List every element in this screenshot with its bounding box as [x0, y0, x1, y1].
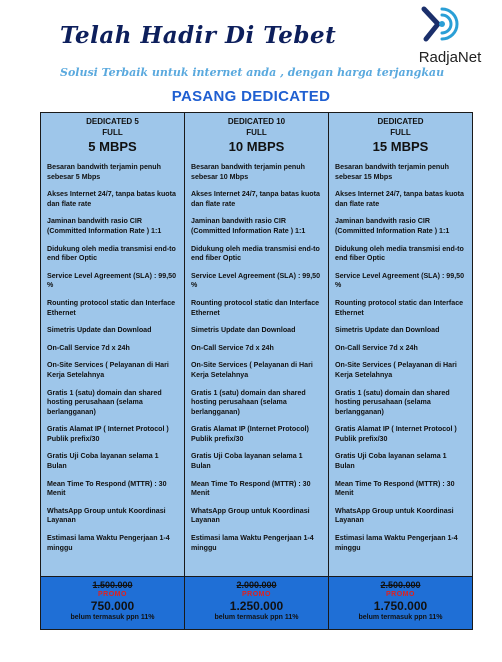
feature-item: Simetris Update dan Download	[191, 326, 296, 335]
feature-item: Akses Internet 24/7, tanpa batas kuota dan flate rate	[47, 190, 176, 208]
feature-item: Estimasi lama Waktu Pengerjaan 1-4 minggu	[191, 534, 314, 552]
promo-price: 1.750.000	[373, 599, 428, 613]
plan-column-dedicated-5	[41, 113, 185, 629]
promo-label: PROMO	[242, 591, 271, 598]
feature-item: Akses Internet 24/7, tanpa batas kuota dan flate rate	[191, 190, 320, 208]
feature-item: Mean Time To Respond (MTTR) : 30 Menit	[191, 479, 311, 498]
old-price: 2.000.000	[236, 580, 277, 590]
feature-item: Gratis Alamat IP (Internet Protocol) Publik prefix/30	[191, 425, 309, 443]
feature-item: Gratis Alamat IP ( Internet Protocol ) Publik prefix/30	[47, 425, 169, 443]
headline: Telah Hadir Di Tebet	[60, 22, 337, 49]
feature-item: Service Level Agreement (SLA) : 99,50 %	[191, 271, 321, 290]
logo-text: RadjaNet	[418, 49, 482, 66]
plan-name: DEDICATED 5	[86, 117, 139, 126]
plan-column-dedicated-10	[185, 113, 329, 629]
price-box	[41, 576, 184, 629]
feature-item: Jaminan bandwith rasio CIR (Committed Information Rate ) 1:1	[335, 217, 450, 235]
feature-item: WhatsApp Group untuk Koordinasi Layanan	[191, 506, 310, 525]
price-box	[329, 576, 472, 629]
plan-speed: 10 MBPS	[228, 139, 285, 154]
feature-item: Rounting protocol static dan Interface Ethernet	[335, 298, 464, 317]
plan-header	[329, 113, 472, 155]
radjanet-logo-icon	[418, 5, 460, 47]
feature-item: Mean Time To Respond (MTTR) : 30 Menit	[335, 479, 455, 498]
promo-label: PROMO	[98, 591, 127, 598]
feature-item: On-Site Services ( Pelayanan di Hari Kerja Setelahnya	[335, 361, 457, 379]
feature-item: Jaminan bandwith rasio CIR (Committed Information Rate ) 1:1	[47, 217, 162, 235]
feature-item: WhatsApp Group untuk Koordinasi Layanan	[47, 506, 166, 525]
section-title: PASANG DEDICATED	[171, 88, 331, 105]
feature-list	[329, 155, 472, 576]
feature-item: Gratis Uji Coba layanan selama 1 Bulan	[335, 452, 447, 471]
feature-item: Gratis 1 (satu) domain dan shared hosting perusahaan (selama berlangganan)	[191, 388, 306, 416]
feature-item: Simetris Update dan Download	[47, 326, 152, 335]
feature-item: On-Call Service 7d x 24h	[47, 343, 130, 352]
feature-item: Besaran bandwith terjamin penuh sebesar 10 Mbps	[191, 163, 305, 181]
feature-item: Didukung oleh media transmisi end-to end fiber Optic	[335, 244, 464, 263]
pricing-table	[40, 112, 473, 630]
plan-speed: 5 MBPS	[88, 139, 137, 154]
tagline: Solusi Terbaik untuk internet anda , dengan harga terjangkau	[60, 66, 445, 79]
feature-item: Gratis Uji Coba layanan selama 1 Bulan	[47, 452, 159, 471]
feature-item: Besaran bandwith terjamin penuh sebesar 5 Mbps	[47, 163, 161, 181]
feature-item: Estimasi lama Waktu Pengerjaan 1-4 minggu	[335, 534, 458, 552]
feature-item: Rounting protocol static dan Interface Ethernet	[47, 298, 176, 317]
feature-item: On-Site Services ( Pelayanan di Hari Kerja Setelahnya	[191, 361, 313, 379]
feature-item: Didukung oleh media transmisi end-to end fiber Optic	[47, 244, 176, 263]
feature-item: Gratis 1 (satu) domain dan shared hosting perusahaan (selama berlangganan)	[47, 388, 162, 416]
feature-item: Service Level Agreement (SLA) : 99,50 %	[47, 271, 177, 290]
old-price: 2.500.000	[380, 580, 421, 590]
promo-price: 750.000	[90, 599, 135, 613]
plan-name: DEDICATED	[377, 117, 424, 126]
tax-note: belum termasuk ppn 11%	[358, 614, 443, 621]
feature-item: Gratis Alamat IP ( Internet Protocol ) Publik prefix/30	[335, 425, 457, 443]
plan-column-dedicated-15	[329, 113, 472, 629]
tax-note: belum termasuk ppn 11%	[214, 614, 299, 621]
feature-item: On-Site Services ( Pelayanan di Hari Kerja Setelahnya	[47, 361, 169, 379]
feature-list	[185, 155, 328, 576]
price-box	[185, 576, 328, 629]
plan-name: DEDICATED 10	[227, 117, 286, 126]
brand-logo	[405, 5, 495, 69]
feature-item: On-Call Service 7d x 24h	[335, 343, 418, 352]
feature-item: Didukung oleh media transmisi end-to end fiber Optic	[191, 244, 320, 263]
feature-item: Jaminan bandwith rasio CIR (Committed Information Rate ) 1:1	[191, 217, 306, 235]
plan-header	[41, 113, 184, 155]
feature-item: Besaran bandwith terjamin penuh sebesar 15 Mbps	[335, 163, 449, 181]
plan-type: FULL	[390, 128, 411, 137]
feature-item: Gratis Uji Coba layanan selama 1 Bulan	[191, 452, 303, 471]
feature-item: Gratis 1 (satu) domain dan shared hosting perusahaan (selama berlangganan)	[335, 388, 450, 416]
plan-type: FULL	[102, 128, 123, 137]
feature-item: Service Level Agreement (SLA) : 99,50 %	[335, 271, 465, 290]
feature-list	[41, 155, 184, 576]
old-price: 1.500.000	[92, 580, 133, 590]
plan-type: FULL	[246, 128, 267, 137]
feature-item: Akses Internet 24/7, tanpa batas kuota dan flate rate	[335, 190, 464, 208]
feature-item: Simetris Update dan Download	[335, 326, 440, 335]
plan-speed: 15 MBPS	[372, 139, 429, 154]
tax-note: belum termasuk ppn 11%	[70, 614, 155, 621]
feature-item: Rounting protocol static dan Interface Ethernet	[191, 298, 320, 317]
promo-price: 1.250.000	[229, 599, 284, 613]
feature-item: On-Call Service 7d x 24h	[191, 343, 274, 352]
promo-label: PROMO	[386, 591, 415, 598]
feature-item: WhatsApp Group untuk Koordinasi Layanan	[335, 506, 454, 525]
feature-item: Mean Time To Respond (MTTR) : 30 Menit	[47, 479, 167, 498]
feature-item: Estimasi lama Waktu Pengerjaan 1-4 minggu	[47, 534, 170, 552]
plan-header	[185, 113, 328, 155]
